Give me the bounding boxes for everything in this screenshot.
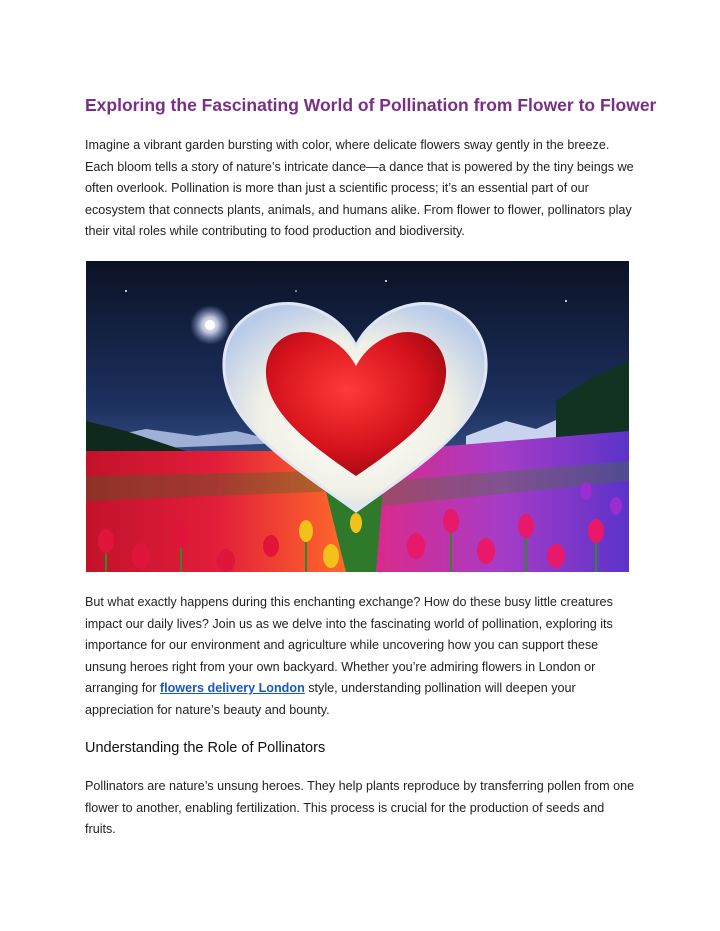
article-title: Exploring the Fascinating World of Pollination from Flower to Flower: [85, 95, 657, 115]
flowers-delivery-london-link[interactable]: flowers delivery London: [159, 681, 305, 696]
body-paragraph-3: Pollinators are nature’s unsung heroes. They help plants reproduce by transferring pollen from one flower to another, enabling fertilization. This process is crucial for the production of seeds and fruits.: [85, 779, 635, 837]
intro-paragraph: Imagine a vibrant garden bursting with color, where delicate flowers sway gently in the breeze. Each bloom tells a story of nature’s intricate dance—a dance that is powered by the tiny beings we often overlook. Pollination is more than just a scientific process; it’s an essential part of our ecosystem that connects plants, animals, and humans alike. From flower to flower, pollinators play their vital roles while contributing to food production and biodiversity.: [85, 138, 634, 239]
heart-tulip-field-image: [86, 261, 629, 572]
para2-text-before: But what exactly happens during this enchanting exchange? How do these busy little creatures impact our daily lives? Join us as we delve into the fascinating world of pollination, exploring its importance for our environment and agriculture while uncovering how you can support these unsung heroes right from your own backyard. Whether you’re admiring flowers in London or arranging for: [85, 595, 613, 696]
section-heading: Understanding the Role of Pollinators: [85, 740, 326, 756]
para2-text-after: style, understanding pollination will deepen your appreciation for nature’s beauty and bounty.: [85, 681, 576, 717]
body-paragraph-2: [85, 592, 635, 722]
